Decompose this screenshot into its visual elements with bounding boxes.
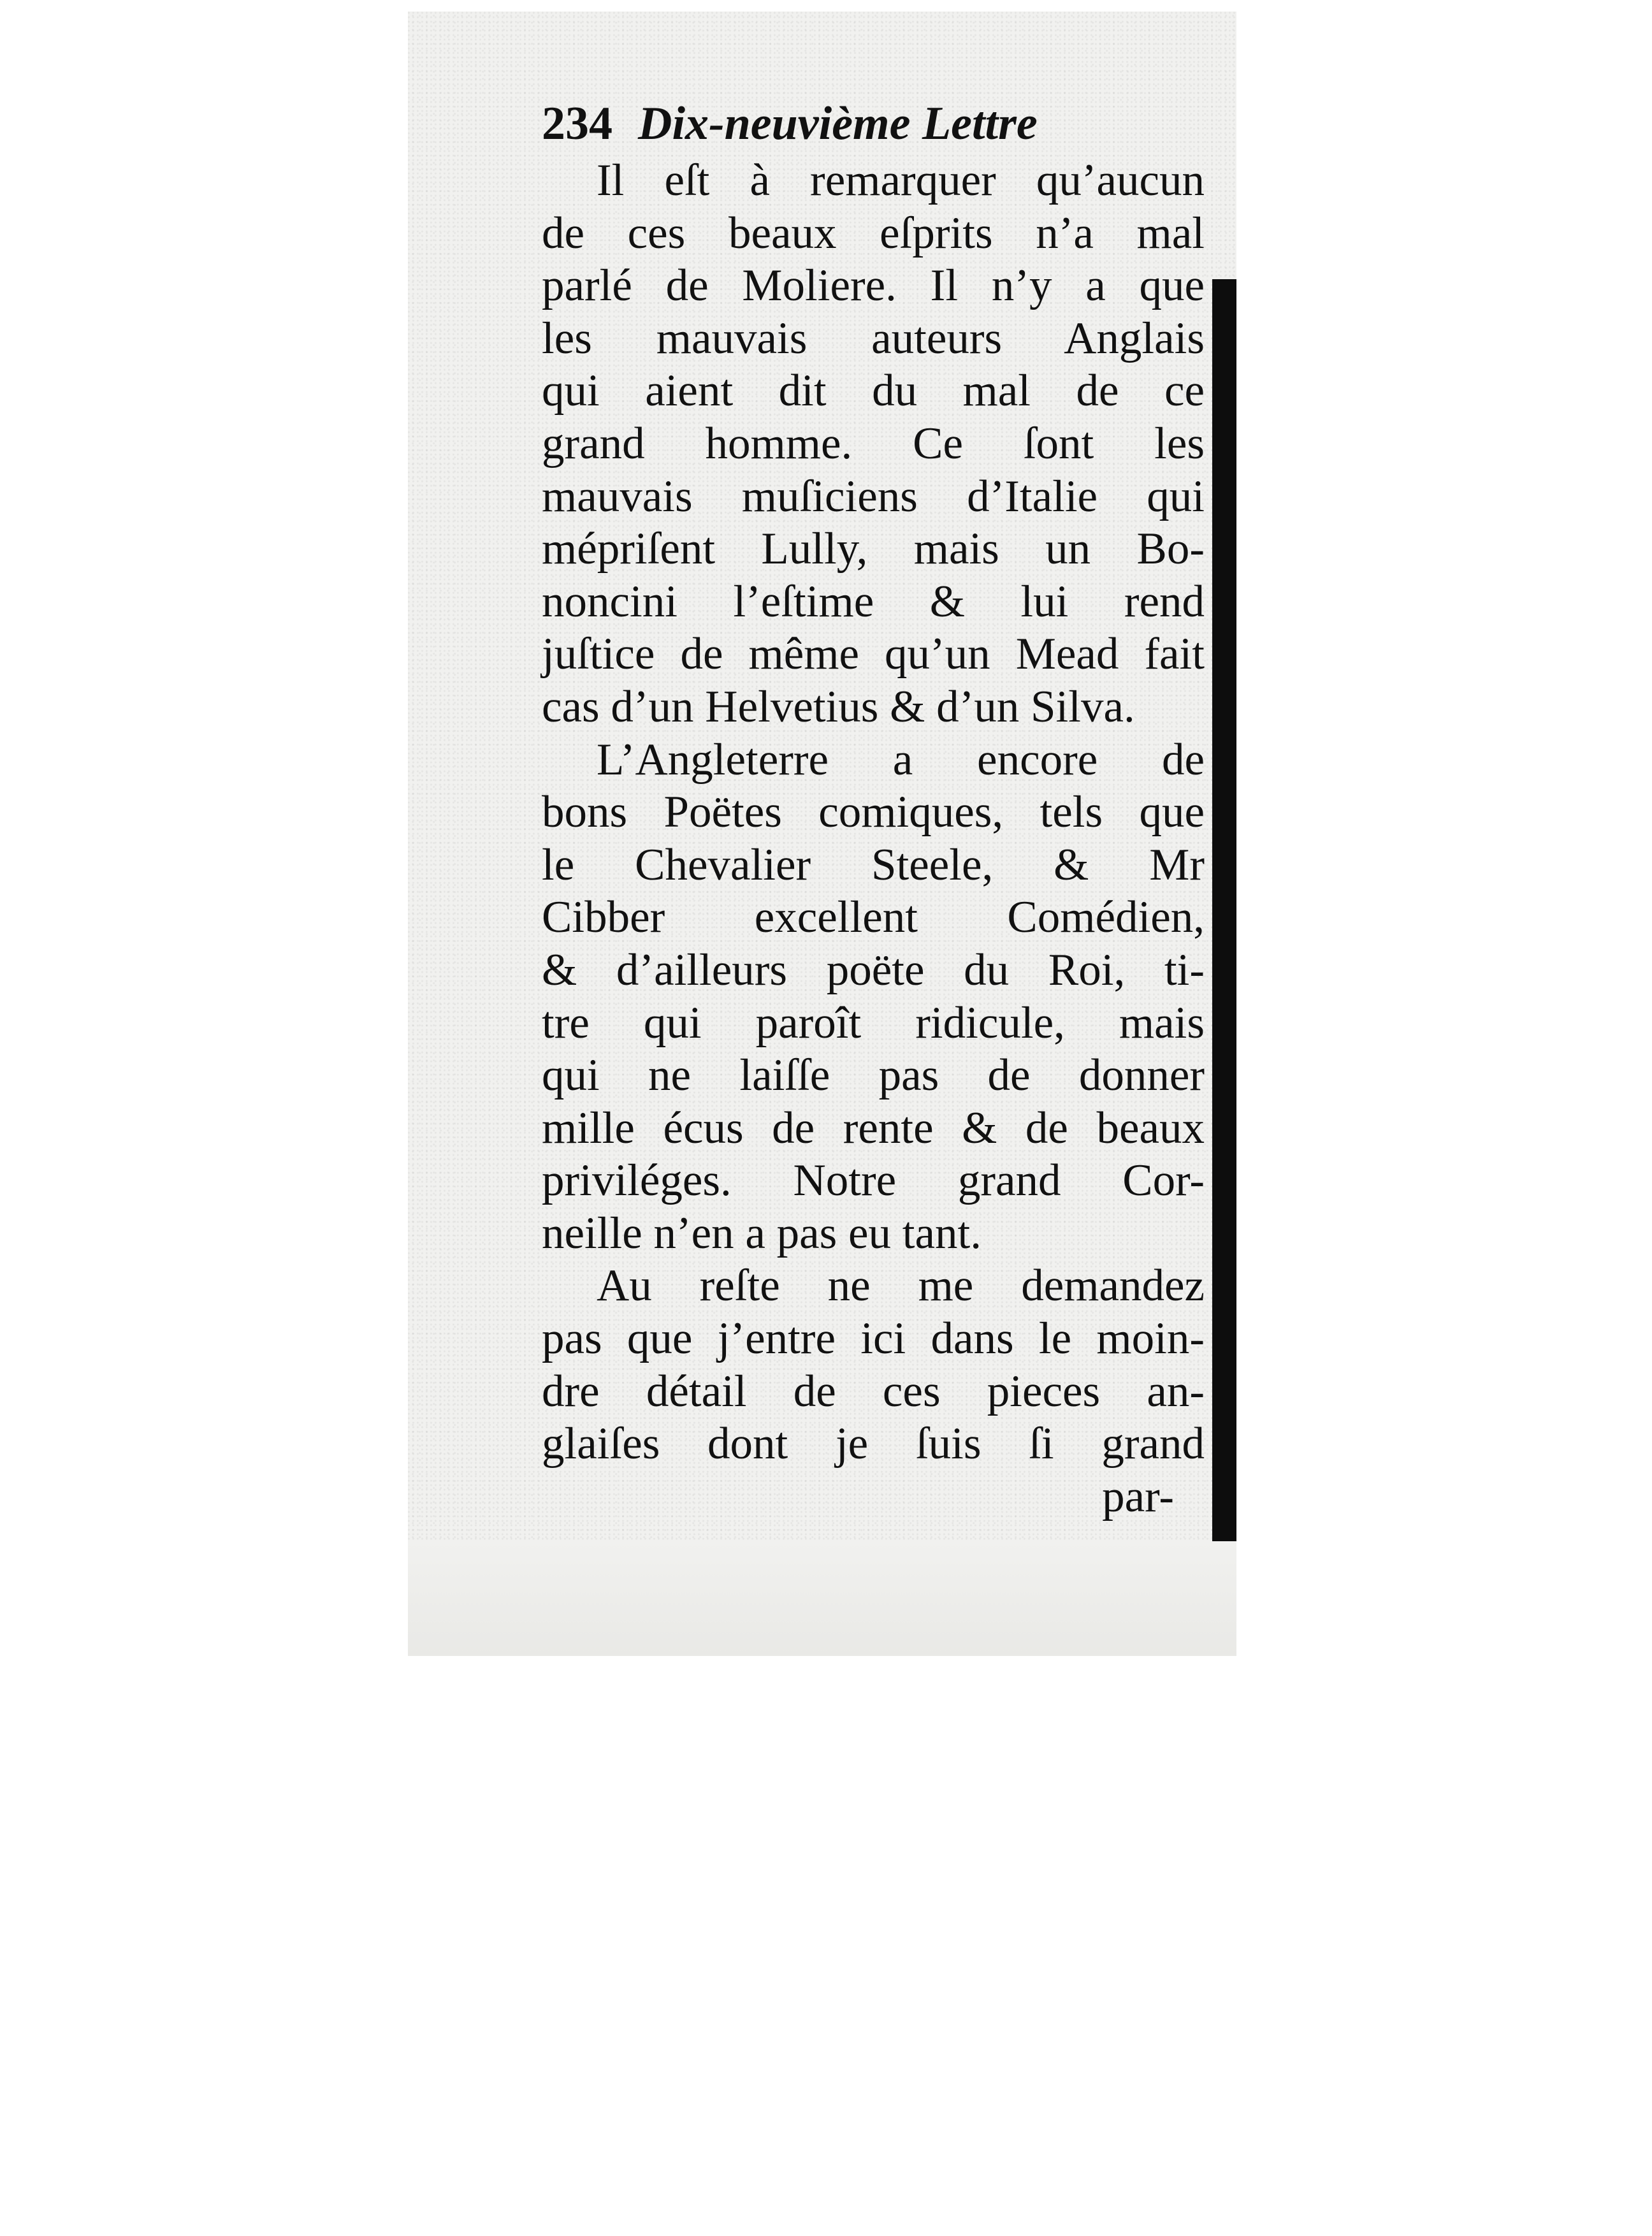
text-line: le Chevalier Steele, & Mr [542,839,1205,890]
text-line: priviléges. Notre grand Cor- [542,1156,1205,1206]
text-line: Au reſte ne me demandez [597,1261,1205,1311]
text-line: qui ne laiſſe pas de donner [542,1050,1205,1101]
text-line: mille écus de rente & de beaux [542,1103,1205,1153]
text-line: L’Angleterre a encore de [597,734,1205,785]
running-title: Dix-neuvième Lettre [638,98,1038,150]
text-line: glaiſes dont je ſuis ſi grand [542,1419,1205,1469]
text-line: parlé de Moliere. Il n’y a que [542,261,1205,311]
text-line: dre détail de ces pieces an- [542,1366,1205,1416]
book-edge-shadow [1212,279,1236,1656]
text-line: mauvais muſiciens d’Italie qui [542,471,1205,521]
text-line: de ces beaux eſprits n’a mal [542,208,1205,258]
text-line: neille n’en a pas eu tant. [542,1208,982,1258]
page-text-block [542,93,1205,1523]
text-line: noncini l’eſtime & lui rend [542,576,1205,627]
text-line: cas d’un Helvetius & d’un Silva. [542,681,1135,732]
running-head [542,93,1205,154]
text-line: pas que j’entre ici dans le moin- [542,1314,1205,1364]
text-line: Cibber excellent Comédien, [542,892,1205,943]
text-line: les mauvais auteurs Anglais [542,313,1205,363]
page-bottom-margin [408,1541,1236,1656]
scanned-page [408,11,1236,1656]
text-line: qui aient dit du mal de ce [542,366,1205,416]
text-line: grand homme. Ce ſont les [542,418,1205,468]
text-line: juſtice de même qu’un Mead fait [542,629,1205,679]
text-line: Il eſt à remarquer qu’aucun [597,156,1205,205]
page-number: 234 [542,98,612,150]
catchword: par- [1102,1471,1174,1521]
text-line: bons Poëtes comiques, tels que [542,787,1205,838]
text-line: mépriſent Lully, mais un Bo- [542,524,1205,574]
text-line: tre qui paroît ridicule, mais [542,998,1205,1048]
text-line: & d’ailleurs poëte du Roi, ti- [542,945,1205,995]
